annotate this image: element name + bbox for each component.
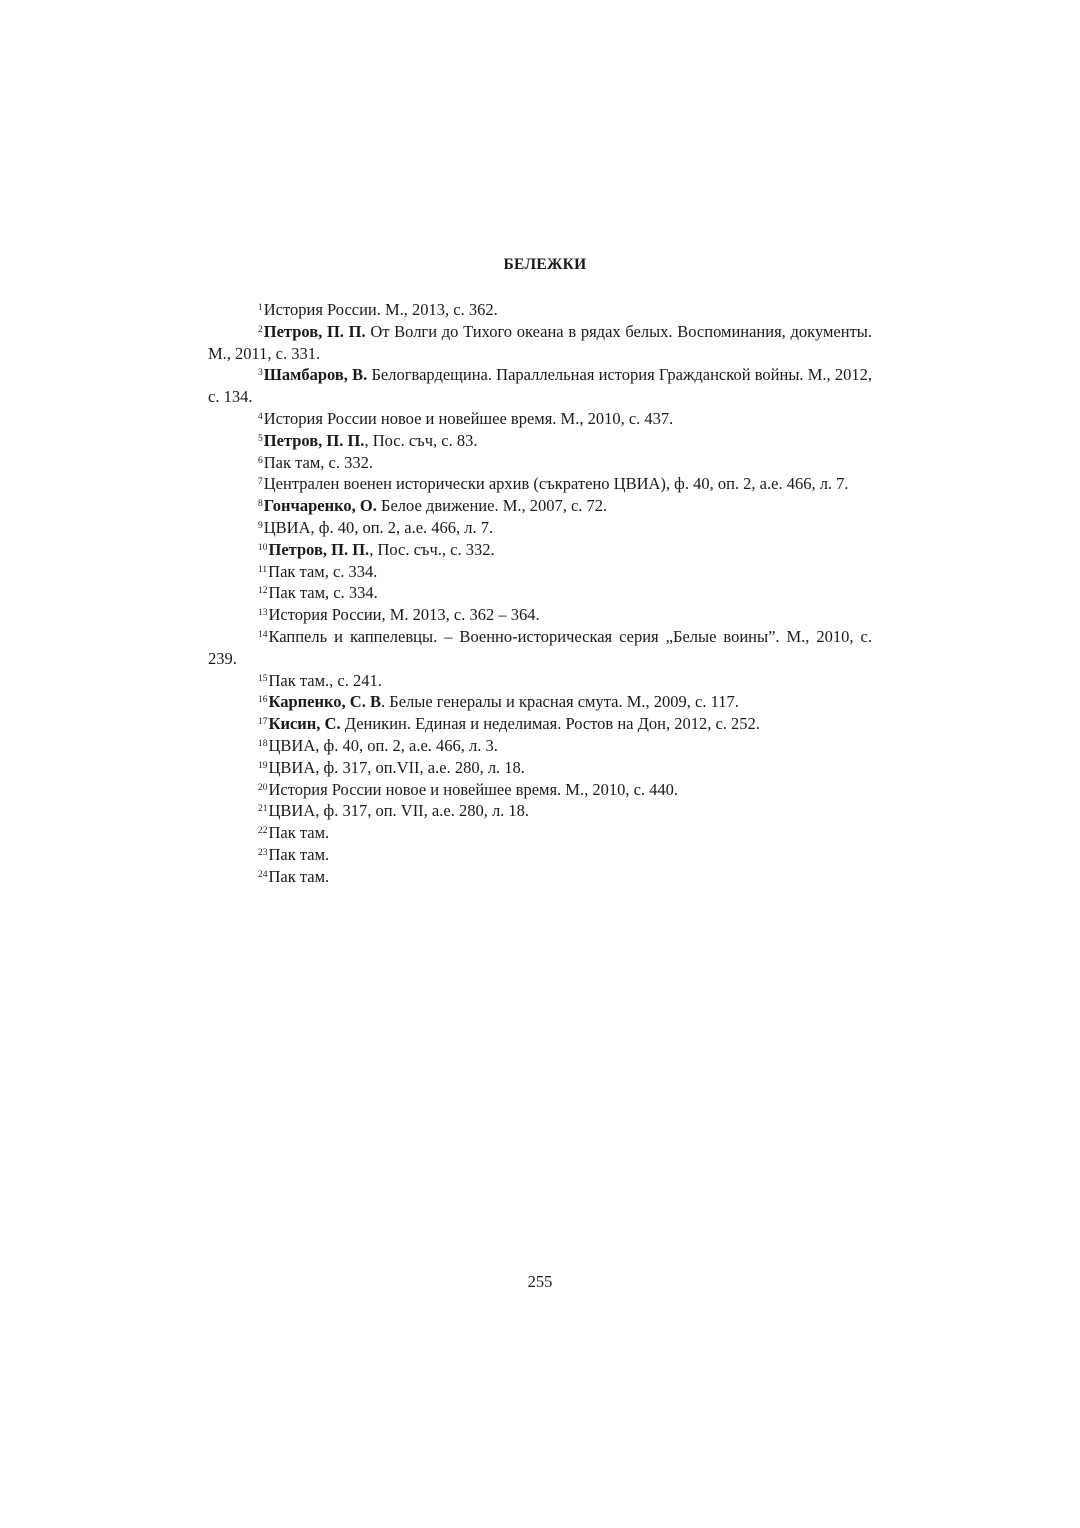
note-text: ЦВИА, ф. 40, оп. 2, а.е. 466, л. 7.: [263, 517, 494, 537]
note-item: [208, 670, 872, 692]
note-number: 7: [258, 477, 263, 488]
note-item: [208, 408, 872, 430]
note-text: Пак там.: [268, 823, 330, 843]
note-text: ЦВИА, ф. 317, оп. VII, а.е. 280, л. 18.: [268, 801, 530, 821]
note-number: 5: [258, 433, 263, 444]
note-number: 17: [258, 717, 268, 728]
note-number: 20: [258, 782, 268, 793]
note-text: Пак там.: [268, 866, 330, 886]
note-author: Гончаренко, О.: [263, 496, 377, 516]
note-item: [208, 735, 872, 757]
note-item: [208, 800, 872, 822]
note-item: [208, 561, 872, 583]
note-number: 14: [258, 629, 268, 640]
note-number: 4: [258, 411, 263, 422]
note-text: История России, М. 2013, с. 362 – 364.: [268, 605, 540, 625]
note-item: [208, 626, 872, 670]
note-number: 1: [258, 303, 263, 313]
note-number: 15: [258, 673, 268, 684]
note-text: . Белые генералы и красная смута. М., 2009, с. 117.: [380, 692, 739, 712]
note-author: Карпенко, С. В: [268, 692, 381, 712]
note-item: [208, 779, 872, 801]
note-number: 22: [258, 826, 268, 837]
note-text: История России новое и новейшее время. М., 2010, с. 440.: [268, 779, 679, 799]
note-author: Петров, П. П.: [268, 539, 370, 559]
note-number: 2: [258, 324, 263, 335]
note-number: 3: [258, 368, 263, 379]
note-number: 19: [258, 760, 268, 771]
page-title: БЕЛЕЖКИ: [503, 256, 587, 273]
note-item: [208, 604, 872, 626]
note-text: Пак там., с. 241.: [268, 670, 382, 690]
note-text: Пак там.: [268, 844, 330, 864]
note-text: Каппель и каппелевцы. – Военно-историческая серия „Белые воины”. М., 2010, с. 239.: [208, 626, 872, 668]
note-text: История России новое и новейшее время. М., 2010, с. 437.: [263, 408, 674, 428]
note-number: 12: [258, 586, 268, 597]
note-text: История России. М., 2013, с. 362.: [263, 300, 498, 319]
note-item: [208, 321, 872, 365]
page-number: 255: [527, 1272, 553, 1291]
note-author: Петров, П. П.: [263, 321, 366, 341]
note-text: От Волги до Тихого океана в рядах белых. Воспоминания, документы. М., 2011, с. 331.: [208, 321, 872, 363]
note-item: [208, 713, 872, 735]
note-number: 6: [258, 455, 263, 466]
note-number: 10: [258, 542, 268, 553]
note-item: [208, 866, 872, 888]
note-author: Шамбаров, В.: [263, 365, 368, 385]
note-text: , Пос. съч, с. 83.: [364, 430, 478, 450]
note-item: [208, 539, 872, 561]
note-text: Пак там, с. 334.: [268, 561, 378, 581]
note-item: [208, 517, 872, 539]
note-item: [208, 430, 872, 452]
note-text: Централен военен исторически архив (съкратено ЦВИА), ф. 40, оп. 2, а.е. 466, л. 7.: [263, 474, 849, 494]
note-item: [208, 364, 872, 408]
note-number: 9: [258, 520, 263, 531]
note-item: [208, 452, 872, 474]
note-number: 24: [258, 869, 268, 880]
note-text: , Пос. съч., с. 332.: [369, 539, 495, 559]
note-number: 23: [258, 847, 268, 858]
note-text: Деникин. Единая и неделимая. Ростов на Дон, 2012, с. 252.: [340, 714, 760, 734]
note-item: [208, 495, 872, 517]
note-text: Пак там, с. 332.: [263, 452, 374, 472]
note-item: [208, 473, 872, 495]
note-item: [208, 822, 872, 844]
note-author: Петров, П. П.: [263, 430, 365, 450]
note-text: Белое движение. М., 2007, с. 72.: [376, 496, 608, 516]
note-number: 21: [258, 804, 268, 815]
note-author: Кисин, С.: [268, 714, 341, 734]
note-number: 16: [258, 695, 268, 706]
note-item: [208, 299, 872, 321]
note-text: Пак там, с. 334.: [268, 583, 378, 603]
note-number: 11: [258, 564, 268, 575]
note-item: [208, 844, 872, 866]
note-item: [208, 691, 872, 713]
note-number: 13: [258, 608, 268, 619]
note-number: 8: [258, 499, 263, 510]
note-number: 18: [258, 738, 268, 749]
note-text: Белогвардещина. Параллельная история Гражданской войны. М., 2012, с. 134.: [208, 365, 872, 407]
note-text: ЦВИА, ф. 40, оп. 2, а.е. 466, л. 3.: [268, 735, 498, 755]
note-item: [208, 582, 872, 604]
notes-list: [208, 299, 872, 888]
note-text: ЦВИА, ф. 317, оп.VII, а.е. 280, л. 18.: [268, 757, 525, 777]
note-item: [208, 757, 872, 779]
